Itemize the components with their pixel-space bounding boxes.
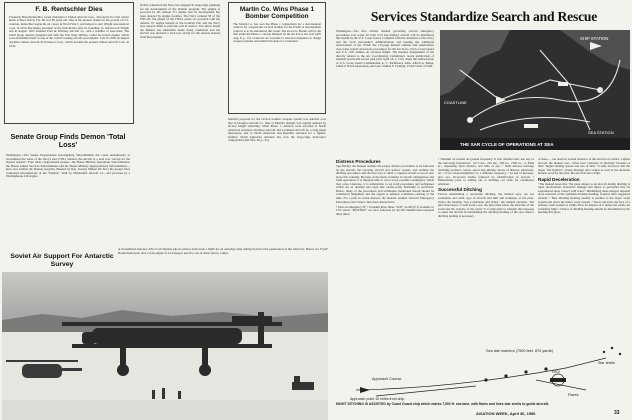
page-number: 33: [614, 410, 620, 416]
col4-body: of these ... can result in violent behavior of the aircraft on contact. Lighter aircraft, the manual says, "often react violently on ditching" because of their "higher landing speeds and rate of sink." It adds, however, that the larger "the fighter's" strong fuselage and cockpit as well as the shoulder harness worn by the pilot, the survival rate is high.: [538, 158, 630, 176]
page-folio: AVIATION WEEK, April 30, 1956: [476, 411, 536, 416]
martin-body: The Martin Co. has won the Phase 1 competition for a development contract for a supersonic tactical bomber for the USAF. A development contract is to be announced this week. The award to Martin will be the first under the Phase 1 concept initiated by the Air Force last year (AW Aug. 8, p. 13). Contracts are awarded to selected companies to design weapon systems and submit mockups for evaluation.: [233, 22, 321, 44]
deceleration-heading: Rapid Deceleration: [538, 176, 580, 182]
sar-map-art: [440, 30, 630, 150]
night-ditching-art: [336, 340, 630, 402]
main-col4: [538, 158, 630, 338]
demon-continued: In this connection the Navy has engaged in long-range planning for the development of the Demon program. The engine is powered by the Allison J71 engine and its development has been delayed by engine troubles. The Navy ordered 58 of the F3H-1N, the planes of the F3H-2 series are powered with the Allison J71 engine instead of the troubled J40, and the Navy now expects them to perform well in service. Test pilots found the Demon was unsuitable under many conditions and the aircraft was declared a total loss except for the lessons learned from the program.: [140, 4, 220, 39]
distress-heading: Distress Procedures: [336, 159, 381, 164]
senate-body: Washington—The Senate Preparedness Investigating Subcommittee has voted unanimously to recommend the value of the Navy's new F3H-1 Demon, the aircraft is a total loss "except for the lessons learned." Four other congressional groups—the House Military Operations Subcommittee, the House Armed Services Subcommittee and the House Military Appropriations Subcommittee—have also studied the Demon program. Headed by Rep. George Mahon (D-Tex.) the groups have completed investigations of the "Demon," built by McDonnell Aircraft Co., and powered by a Westinghouse J40 engine.: [6, 154, 130, 179]
main-col2: [336, 158, 434, 338]
distress-body: Specifically, the manual outlines the proper distress procedures to be followed by the aircraft, the rescuing aircraft and surface vessels, and outlines the ditching procedures and the best way to ditch a crippled aircraft at sea. It also notes this warning: Because of the many variables in aircraft emergencies and SAR operations, it is impracticable to cover every possible contingency which may arise. Likewise, it is undesirable to set forth procedures and techniques which are as detailed and rigid that on-the-scene flexibility is sacrificed. Hence, many of the procedures and techniques mentioned herein should be considered judgement and the regard to unusual conditions existing at the time. For a pilot in actual distress, the manual, entitled 'Aircraft Emergency Procedures Over Water,' lists these instructions:: [336, 164, 434, 204]
approach-point-label: Approach point 10 miles from ship: [350, 397, 405, 401]
soviet-headline: Soviet Air Support For Antarctic Survey: [10, 253, 114, 268]
osv-label: OSV: [552, 370, 561, 374]
ditching-body: Factors determining a successful ditching, the manual says, are sea conditions and wind, type of aircraft and skill and technique of the pilot. Under the heading "Sea Conditions and Wind," the manual explains, "the pilot must know a swell from a sea; the pilot must know the direction of the swell and the velocity of the wind." It is important to transmit this message to assist the aircraft in determining the ditching heading of the seas when a ditching landing is necessary.: [438, 192, 534, 218]
soviet-caption: A streamlined Antonov AN-2 Colt biplane (above photo) back from a flight for an outlying camp during Soviet's first penetration of the Antarctic. Below are USAF Hound helicopter and a twin-engine Il-12 transport used by one of these survey camps.: [118, 248, 328, 255]
sar-map-station-label: SEA STATION: [588, 130, 614, 135]
sea-lane-label: Sea late markers (7500 feet, 870 yards): [486, 349, 553, 353]
obituary-title: F. B. Rentschler Dies: [35, 6, 103, 13]
martin-continued: Martin's proposal for the tactical bomber weapon system was selected over that of Douglas Aircraft Co. One of Martin's designs was rapidly adapted by factory length launching. Other Phase 1 contracts were awarded to North American Aviation, Northrop Aircraft and Lockheed Aircraft for a long-range interceptor, and to North American and Republic Aviation for a fighter-bomber. North American Aviation has won the long-range interceptor competition (AW Mar. 26, p. 25).: [228, 118, 326, 143]
sar-map-caption: THE SAR CYCLE OF OPERATIONS AT SEA: [460, 142, 554, 147]
approach-course-label: Approach Course: [372, 377, 402, 381]
martin-title: Martin Co. Wins Phase 1 Bomber Competition: [239, 6, 315, 21]
senate-headline: Senate Group Finds Demon 'Total Loss': [10, 132, 126, 150]
sar-map: [440, 30, 630, 150]
main-intro: Washington—The first official manual governing aircraft emergency procedures over water for both civil and military aircraft will be distributed this month by the U.S. Coast Guard. Compiled with the assistance of the Navy and the Civil Aeronautics Administration and bearing the additional endorsement of the USAF, the 115-page manual outlines and standardizes over-water search-and-rescue procedures for the Air Force, Navy, Coast Guard and U.S. civil airlines on overseas flights. The manual, independent of but directly related to the Air Coordinating Committee's recent publication of national search-and-rescue plan (AW April 16, p. 152). Steps the authorization of U.S. Coast Guard Commandant A. C. Richmond, Adm. Alfred A. Burke, Chief of Naval Operations, and Gen. Nathan F. Twining, USAF Chief of Staff.: [336, 30, 434, 69]
main-headline: Services Standardize Search and Rescue: [370, 9, 598, 24]
deceleration-body: "The manual notes that "the great danger to an aircraft during ditching is rapid deceleration. Extensive damage and injury to personnel may be experienced upon contact with water." Minimizing these dangers depends upon selection of the optimum ditching heading. General rules suggested include: • Best ditching heading usually is parallel to the major swell system and down the minor swell system. • Never land into the face of a primary swell system as within 30 to 45 degrees of it unless the winds are extremely high. • Choice of ditching heading should be determined by the heading that gives: [538, 181, 630, 215]
distress-bullets: • Turn on emergency IF. • Transmit three times "SOS" on MCW if available or CW, and/or "MAYDAY" on voice followed by aircraft identification repeated three times.: [336, 204, 434, 216]
obituary-box: [4, 2, 134, 124]
martin-box: [228, 2, 326, 114]
night-ditching-caption: NIGHT DITCHING IS ASSISTED by Coast Guard ship which marks 7,500 ft. sea lane, with flares and lines star shells to guide aircraft.: [336, 402, 549, 406]
col3-body: • Transmit on normal air-ground frequency. If this channel fails, use any of the following frequencies: 121.5 mc., 243 mc., 500 kc., 2182 kc., or 8364 kc., depending upon distance and time of day. • Send distress message including position, course, speed and altitude, nature of distress, intentions, etc. • If no acknowledgment, try a different frequency. • At end of message, give two 10-second dashes followed by identification of aircraft. • Immediately prior to bailing out or ditching, set radio for continuous emission.: [438, 158, 534, 186]
antarctic-photo-art: [2, 272, 328, 420]
obituary-body: Frederick Brant Rentschler, board chairman of United Aircraft Corp., died April 25 at his winter home at Boca Raton, Fla. He was 69 years old. One of the pioneer leaders in the growth of U.S. aviation, Rentschler began his air career in World War I, and helped to start Wright Aeronautical Corp. in 1919. Becoming president of the firm shortly after its founding, in 1924 he left Wright and in August 1925 founded Pratt & Whitney Aircraft Co. with a handful of associates. The small group quickly designed and built the first Wasp 400-hp. radial air-cooled engine, which soon established itself as one of the world's leading aircraft powerplants. Late in 1928, he helped organize United Aircraft & Transport Corp., which became the present United Aircraft Corp. in 1934.: [9, 15, 129, 48]
antarctic-photo: [2, 272, 328, 420]
flares-label: Flares: [568, 393, 579, 397]
sar-map-coast-label: COASTLINE: [444, 100, 467, 105]
night-ditching-diagram: [336, 340, 630, 402]
ditching-heading: Successful Ditching: [438, 187, 482, 193]
star-shells-label: Star shells: [598, 361, 615, 365]
sar-map-ship-label: SHIP STATION: [580, 36, 609, 41]
main-col3: [438, 158, 534, 338]
